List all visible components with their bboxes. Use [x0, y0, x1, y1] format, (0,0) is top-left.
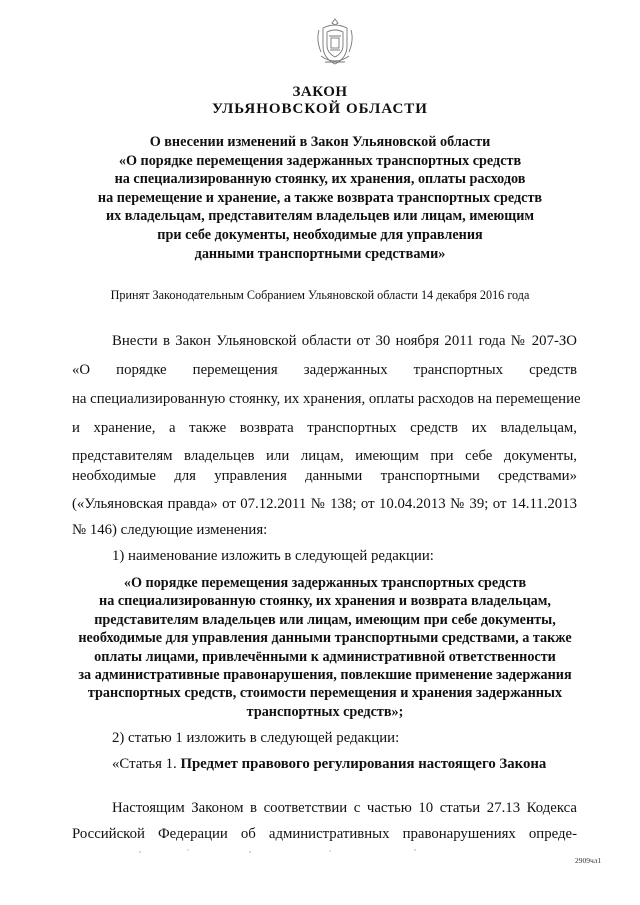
article-prefix: «Статья 1. — [112, 756, 177, 772]
law-title-line-2: УЛЬЯНОВСКОЙ ОБЛАСТИ — [212, 101, 428, 117]
body-text-line: Российской Федерации об административных правонарушениях опреде- — [72, 826, 577, 842]
body-text-line: «О порядке перемещения задержанных транспортных средств — [72, 362, 577, 378]
quote-line: необходимые для управления данными транспортными средствами, а также — [78, 630, 572, 647]
scan-artifact — [130, 847, 430, 855]
document-title-line: на специализированную стоянку, их хранения, оплаты расходов — [114, 171, 526, 188]
quote-line: транспортных средств, стоимости перемещения и хранения задержанных — [87, 685, 563, 702]
amendment-item-1: 1) наименование изложить в следующей редакции: — [112, 548, 434, 564]
quote-line: «О порядке перемещения задержанных транспортных средств — [123, 575, 527, 591]
new-title-quote — [70, 574, 580, 721]
quote-line: транспортных средств»; — [246, 703, 404, 720]
article-title: Предмет правового регулирования настоящего Закона — [180, 756, 547, 772]
body-text-line: на специализированную стоянку, их хранения, оплаты расходов на перемещение — [72, 391, 581, 407]
body-text-line: представителям владельцев или лицам, имеющим при себе документы, — [72, 448, 577, 464]
law-title-line-1: ЗАКОН — [292, 84, 348, 100]
adoption-statement: Принят Законодательным Собранием Ульяновской области 14 декабря 2016 года — [110, 288, 530, 302]
document-title — [70, 133, 570, 263]
body-text-line: («Ульяновская правда» от 07.12.2011 № 138; от 10.04.2013 № 39; от 14.11.2013 — [72, 496, 577, 512]
quote-line: представителям владельцев или лицам, имеющим при себе документы, — [94, 611, 556, 628]
quote-line: оплаты лицами, привлечёнными к административной ответственности — [94, 648, 556, 665]
amendment-item-2: 2) статью 1 изложить в следующей редакции: — [112, 730, 400, 746]
document-title-line: их владельцам, представителям владельцев или лицам, имеющим — [105, 208, 535, 225]
document-title-line: О внесении изменений в Закон Ульяновской области — [149, 134, 491, 150]
document-title-line: на перемещение и хранение, а также возврата транспортных средств — [97, 189, 543, 206]
body-text-line: и хранение, а также возврата транспортных средств их владельцам, — [72, 420, 577, 436]
coat-of-arms-emblem — [315, 16, 355, 70]
quote-line: за административные правонарушения, повлекшие применение задержания — [78, 667, 572, 684]
document-title-line: данными транспортными средствами» — [194, 245, 446, 262]
article-heading — [112, 756, 577, 773]
quote-line: на специализированную стоянку, их хранения и возврата владельцам, — [99, 593, 551, 610]
body-text-line: № 146) следующие изменения: — [72, 522, 268, 538]
document-code: 2909чл1 — [575, 856, 602, 865]
document-title-line: «О порядке перемещения задержанных транспортных средств — [118, 152, 522, 169]
body-text-line: необходимые для управления данными транспортными средствами» — [72, 468, 577, 484]
body-text-line: Внести в Закон Ульяновской области от 30 ноября 2011 года № 207-ЗО — [112, 333, 577, 349]
body-text-line: Настоящим Законом в соответствии с частью 10 статьи 27.13 Кодекса — [112, 800, 577, 816]
document-title-line: при себе документы, необходимые для управления — [157, 226, 483, 243]
